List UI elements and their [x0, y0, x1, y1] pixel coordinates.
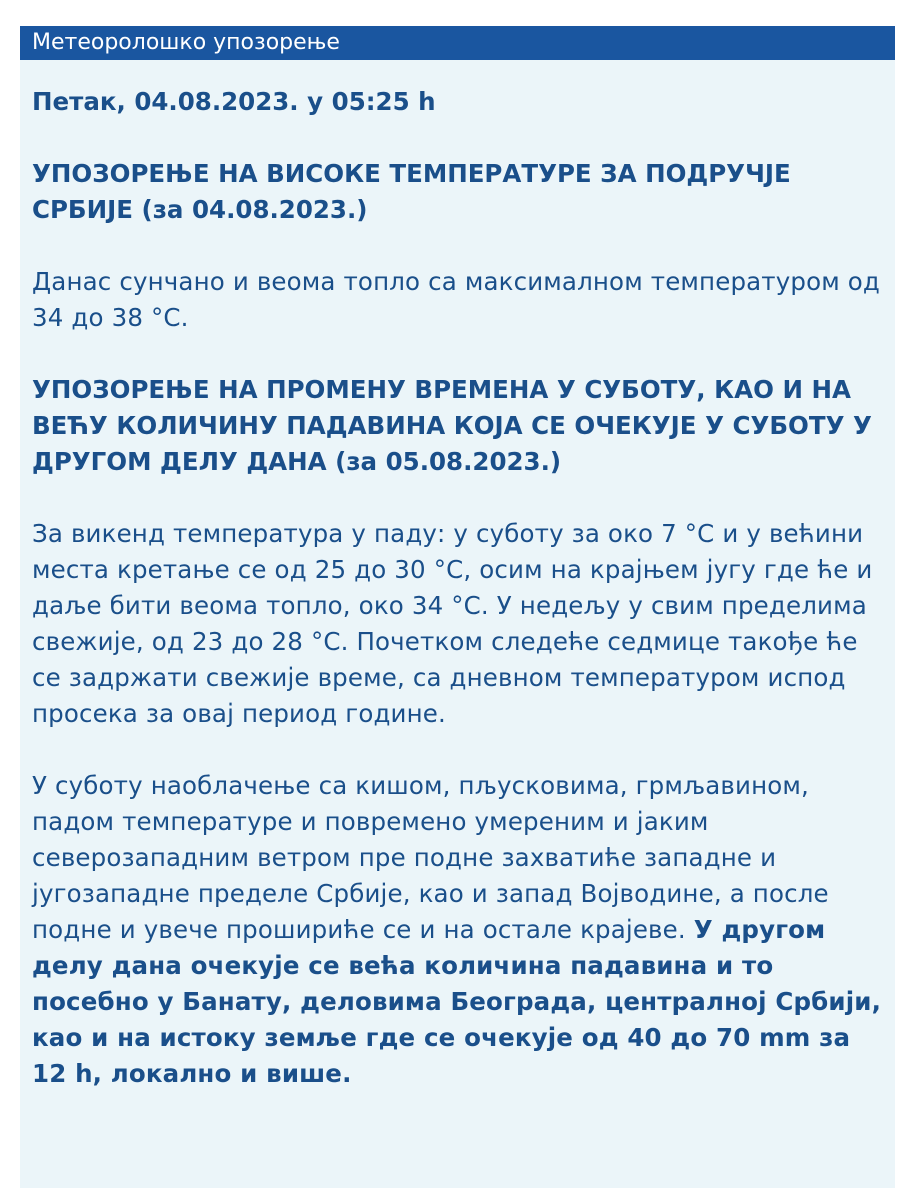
saturday-text-normal: У суботу наоблачење са кишом, пљусковима, грмљавином, падом температуре и повремено умереним и јаким северозападним ветром пре подне захватиће западне и југозападне пределе Србије, као и запад Војводине, а после подне и увече прошириће се и на остале крајеве. — [32, 771, 829, 944]
warning-text-heat: Данас сунчано и веома топло са максималном температуром од 34 до 38 °C. — [32, 267, 881, 332]
warning-text-saturday — [32, 768, 892, 1092]
warning-text-weekend: За викенд температура у паду: у суботу за око 7 °C и у већини места кретање се од 25 до 30 °C, осим на крајњем југу где ће и даље бити веома топло, око 34 °C. У недељу у свим пределима свежије, од 23 до 28 °C. Почетком следеће седмице такође ће се задржати свежије време, са дневном температуром испод просека за овај период године. — [32, 519, 873, 728]
warning-panel — [20, 26, 895, 1188]
warning-title-heat: УПОЗОРЕЊЕ НА ВИСОКЕ ТЕМПЕРАТУРЕ ЗА ПОДРУЧЈЕ СРБИЈЕ (за 04.08.2023.) — [32, 159, 791, 224]
saturday-text-emphasis: У другом делу дана очекује се већа количина падавина и то посебно у Банату, деловима Београда, централној Србији, као и на истоку земље где се очекује од 40 до 70 mm за 12 h, локално и више. — [32, 915, 882, 1088]
warning-content — [32, 84, 892, 1128]
panel-header: Метеоролошко упозорење — [20, 26, 895, 60]
warning-title-weather-change: УПОЗОРЕЊЕ НА ПРОМЕНУ ВРЕМЕНА У СУБОТУ, КАО И НА ВЕЋУ КОЛИЧИНУ ПАДАВИНА КОЈА СЕ ОЧЕКУЈЕ У СУБОТУ У ДРУГОМ ДЕЛУ ДАНА (за 05.08.2023.) — [32, 375, 872, 476]
warning-date: Петак, 04.08.2023. у 05:25 h — [32, 87, 436, 116]
